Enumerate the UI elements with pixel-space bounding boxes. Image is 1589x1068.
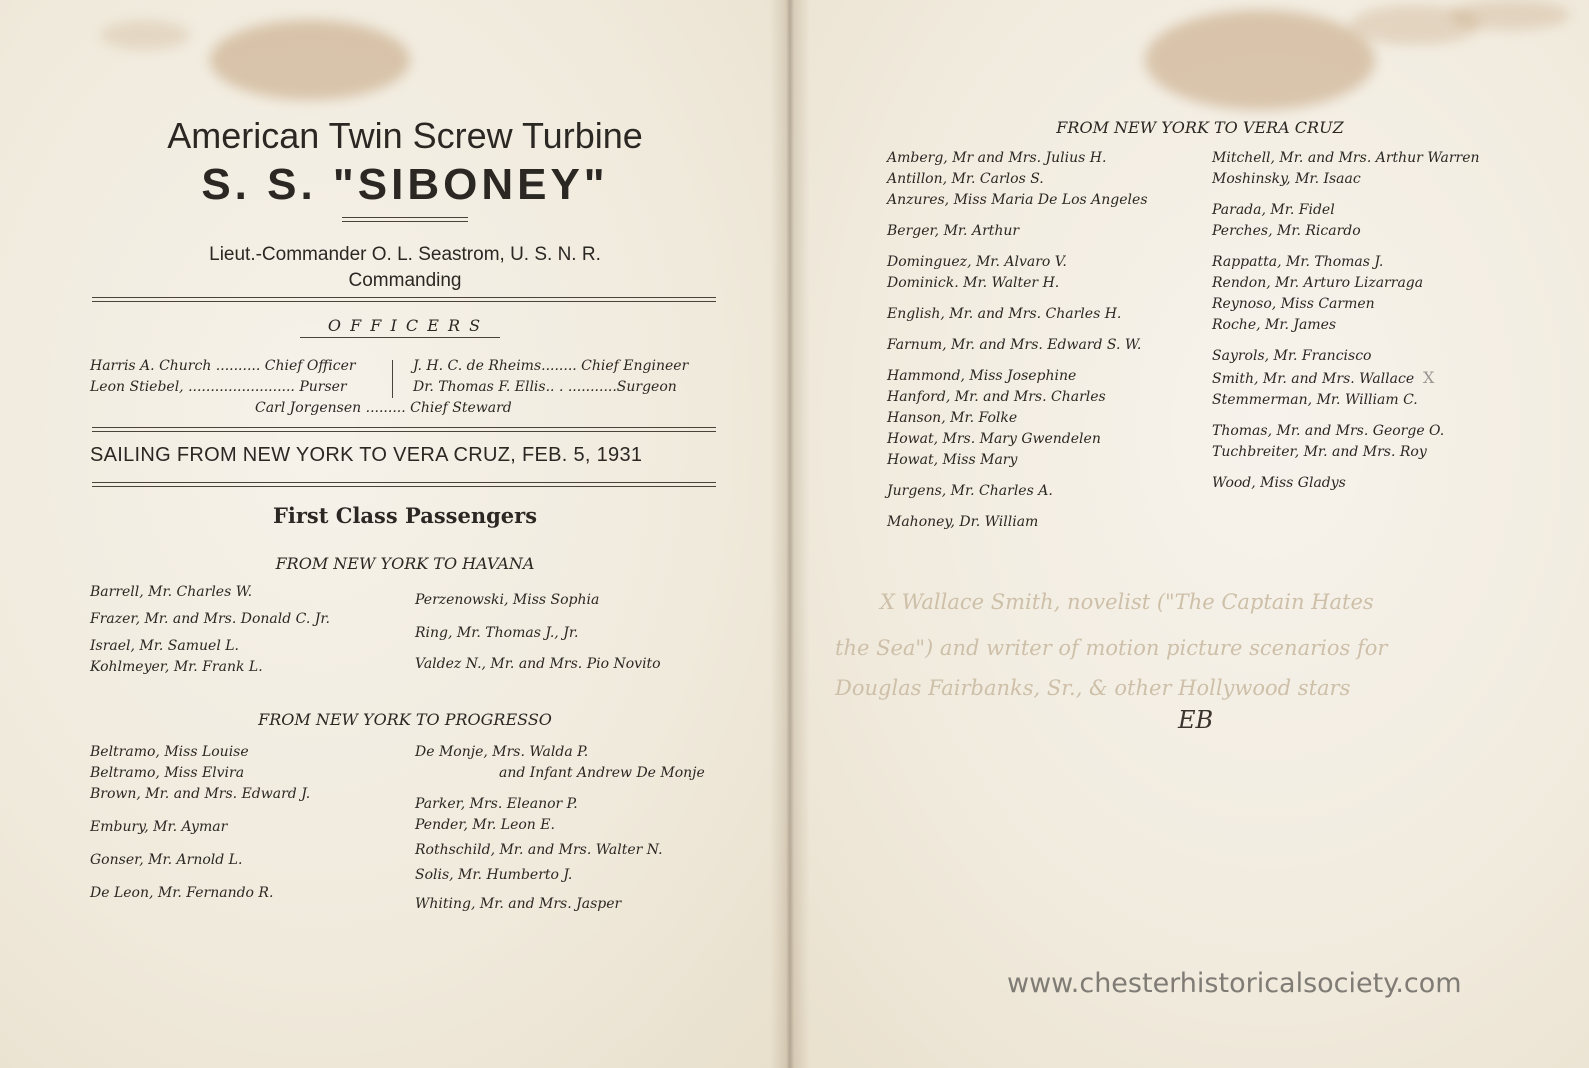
passenger: English, Mr. and Mrs. Charles H. (887, 306, 1122, 322)
passenger: Howat, Mrs. Mary Gwendelen (887, 431, 1101, 447)
ship-name: S. S. "SIBONEY" (201, 160, 609, 209)
left-page (0, 0, 790, 1068)
passenger: Pender, Mr. Leon E. (415, 817, 555, 833)
stain (1145, 10, 1375, 110)
passenger: Kohlmeyer, Mr. Frank L. (90, 659, 263, 675)
passenger: De Leon, Mr. Fernando R. (90, 885, 274, 901)
stain (1450, 0, 1570, 30)
sailing-line: SAILING FROM NEW YORK TO VERA CRUZ, FEB. 5, 1931 (90, 444, 643, 466)
vera-cruz-col2 (1212, 148, 1480, 494)
passenger: Perches, Mr. Ricardo (1212, 223, 1361, 239)
passenger: Beltramo, Miss Louise (90, 744, 249, 760)
passenger: Frazer, Mr. and Mrs. Donald C. Jr. (90, 611, 330, 627)
havana-col1 (90, 582, 330, 678)
handwritten-note-line2: the Sea") and writer of motion picture scenarios for (835, 636, 1388, 660)
passenger: Ring, Mr. Thomas J., Jr. (415, 625, 579, 641)
officers-left (90, 356, 356, 398)
officers-bottom (255, 398, 512, 419)
passenger: Dominick. Mr. Walter H. (887, 275, 1060, 291)
passenger: Gonser, Mr. Arnold L. (90, 852, 243, 868)
passenger: Solis, Mr. Humberto J. (415, 867, 573, 883)
passenger: Brown, Mr. and Mrs. Edward J. (90, 786, 311, 802)
vera-cruz-col1 (887, 148, 1148, 533)
header-line1: American Twin Screw Turbine (167, 115, 643, 156)
officer-entry: Harris A. Church .......... Chief Officer (90, 358, 356, 374)
passenger: Reynoso, Miss Carmen (1212, 296, 1375, 312)
handwritten-note-line1: X Wallace Smith, novelist ("The Captain Hates (880, 590, 1374, 614)
passenger: Howat, Miss Mary (887, 452, 1018, 468)
passenger: Berger, Mr. Arthur (887, 223, 1020, 239)
passenger: Rendon, Mr. Arturo Lizarraga (1212, 275, 1424, 291)
passenger: Roche, Mr. James (1212, 317, 1337, 333)
passenger: Tuchbreiter, Mr. and Mrs. Roy (1212, 444, 1427, 460)
passenger: Mitchell, Mr. and Mrs. Arthur Warren (1212, 150, 1480, 166)
stain (210, 20, 410, 100)
passenger: Embury, Mr. Aymar (90, 819, 228, 835)
officers-heading: O F F I C E R S (327, 316, 483, 335)
divider (92, 431, 716, 432)
commander-line2: Commanding (348, 270, 462, 291)
passenger: Antillon, Mr. Carlos S. (887, 171, 1044, 187)
passenger: De Monje, Mrs. Walda P. (415, 744, 589, 760)
passenger: Parada, Mr. Fidel (1212, 202, 1335, 218)
divider (92, 301, 716, 302)
passenger: Jurgens, Mr. Charles A. (887, 483, 1053, 499)
handwritten-x-mark: X (1423, 368, 1435, 387)
havana-col2 (415, 590, 661, 675)
passenger: Hammond, Miss Josephine (887, 368, 1077, 384)
divider (92, 486, 716, 487)
passenger: Farnum, Mr. and Mrs. Edward S. W. (887, 337, 1142, 353)
passenger: Beltramo, Miss Elvira (90, 765, 245, 781)
passenger (1212, 367, 1480, 390)
passenger: Thomas, Mr. and Mrs. George O. (1212, 423, 1445, 439)
passenger: Rappatta, Mr. Thomas J. (1212, 254, 1384, 270)
progresso-heading: FROM NEW YORK TO PROGRESSO (258, 710, 552, 729)
commander-line1: Lieut.-Commander O. L. Seastrom, U. S. N. R. (209, 244, 601, 265)
passenger: Israel, Mr. Samuel L. (90, 638, 239, 654)
officer-entry: Dr. Thomas F. Ellis.. . ...........Surgeon (413, 379, 677, 395)
handwritten-initials: EB (1178, 706, 1214, 734)
passenger: Amberg, Mr and Mrs. Julius H. (887, 150, 1107, 166)
passenger: Rothschild, Mr. and Mrs. Walter N. (415, 842, 663, 858)
divider (92, 482, 716, 483)
handwritten-note-line3: Douglas Fairbanks, Sr., & other Hollywood stars (835, 676, 1351, 700)
watermark: www.chesterhistoricalsociety.com (1007, 968, 1462, 999)
divider (92, 427, 716, 428)
passenger: Sayrols, Mr. Francisco (1212, 348, 1372, 364)
officers-right (413, 356, 688, 398)
passenger: Hanson, Mr. Folke (887, 410, 1018, 426)
officer-entry: Leon Stiebel, ........................ Purser (90, 379, 347, 395)
passenger: Moshinsky, Mr. Isaac (1212, 171, 1361, 187)
passenger: and Infant Andrew De Monje (499, 765, 705, 781)
progresso-col2 (415, 742, 705, 915)
passenger: Stemmerman, Mr. William C. (1212, 392, 1418, 408)
vera-cruz-heading: FROM NEW YORK TO VERA CRUZ (1056, 118, 1344, 137)
passenger: Whiting, Mr. and Mrs. Jasper (415, 896, 622, 912)
class-heading: First Class Passengers (272, 503, 538, 528)
passenger: Mahoney, Dr. William (887, 514, 1039, 530)
stain (100, 20, 190, 50)
passenger: Hanford, Mr. and Mrs. Charles (887, 389, 1106, 405)
right-page (790, 0, 1589, 1068)
passenger: Valdez N., Mr. and Mrs. Pio Novito (415, 656, 661, 672)
officer-entry: Carl Jorgensen ......... Chief Steward (255, 400, 512, 416)
divider (300, 337, 500, 338)
passenger: Dominguez, Mr. Alvaro V. (887, 254, 1067, 270)
divider (92, 297, 716, 298)
passenger: Perzenowski, Miss Sophia (415, 592, 600, 608)
passenger: Parker, Mrs. Eleanor P. (415, 796, 578, 812)
officers-separator (392, 360, 393, 398)
passenger: Wood, Miss Gladys (1212, 475, 1346, 491)
progresso-col1 (90, 742, 310, 904)
divider (342, 217, 468, 218)
passenger: Barrell, Mr. Charles W. (90, 584, 253, 600)
passenger-name: Smith, Mr. and Mrs. Wallace (1212, 371, 1415, 387)
havana-heading: FROM NEW YORK TO HAVANA (275, 554, 535, 573)
passenger: Anzures, Miss Maria De Los Angeles (887, 192, 1148, 208)
officer-entry: J. H. C. de Rheims........ Chief Engineer (413, 358, 689, 374)
divider (342, 221, 468, 222)
page-fold (770, 0, 810, 1068)
